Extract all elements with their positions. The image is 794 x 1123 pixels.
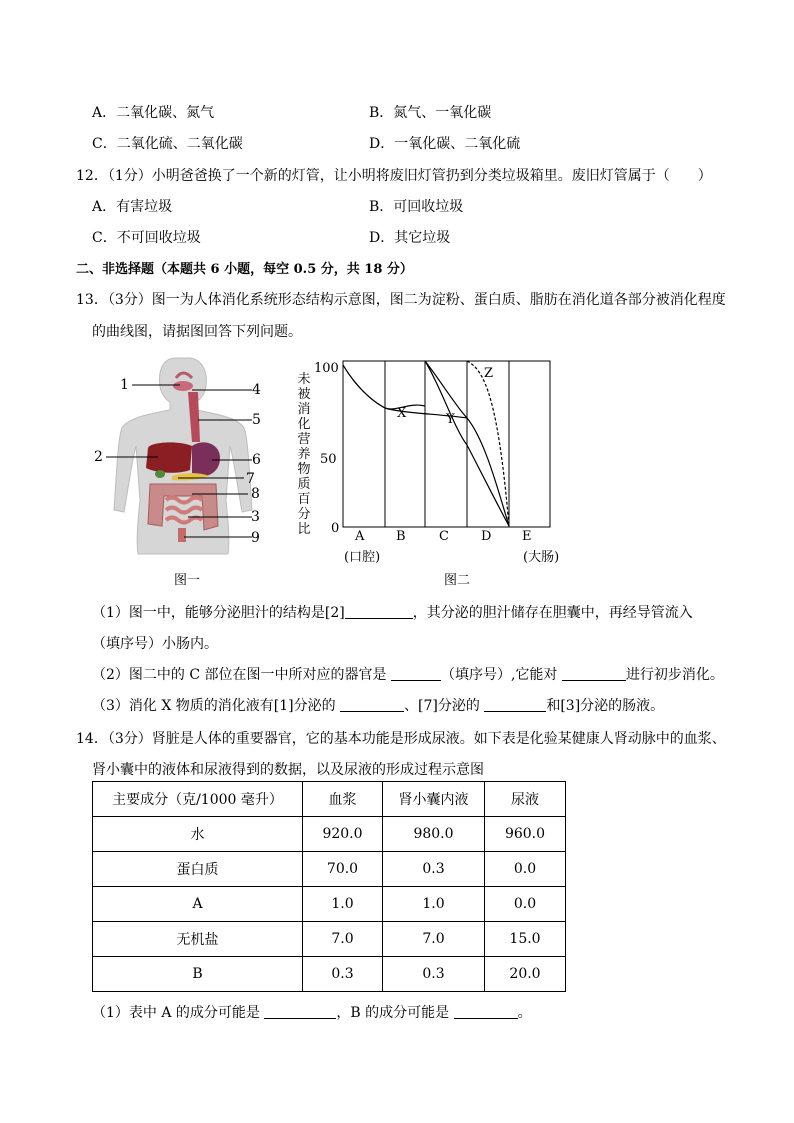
- q14-part1: [92, 1002, 532, 1022]
- q11-option-d: D．一氧化碳、二氧化硫: [369, 136, 521, 152]
- table-row: [93, 957, 566, 992]
- curve-x: [343, 365, 425, 409]
- fig1-label-8: 8: [251, 486, 260, 502]
- q12-option-c: C．不可回收垃圾: [92, 230, 201, 246]
- table-row: [93, 817, 566, 852]
- fig2-xtick-a: A: [355, 529, 365, 544]
- table-row: [93, 852, 566, 887]
- table-cell: 0.3: [383, 852, 485, 887]
- q11-option-c: C．二氧化硫、二氧化碳: [92, 136, 243, 152]
- figure1-digestive-system: [88, 350, 278, 560]
- fig2-ytick-50: 50: [320, 452, 337, 467]
- fig1-label-5: 5: [252, 412, 261, 428]
- section-heading: 二、非选择题（本题共 6 小题，每空 0.5 分，共 18 分）: [76, 262, 413, 277]
- table-header-row: [93, 782, 566, 817]
- q13-p3-blank1[interactable]: [340, 697, 404, 712]
- q14-p1-blank2[interactable]: [454, 1004, 518, 1019]
- curve-y-start: [425, 361, 467, 418]
- fig2-ytick-100: 100: [314, 361, 339, 376]
- fig2-xsub-mouth: (口腔): [344, 550, 381, 565]
- q13-p2-text-c: 进行初步消化。: [625, 667, 724, 683]
- curve-z: [467, 361, 509, 526]
- q13-part3: [92, 695, 664, 715]
- table-cell: 1.0: [383, 887, 485, 922]
- table-cell: 0.3: [303, 957, 383, 992]
- fig2-ylabel: 未被消化营养物质百分比: [297, 372, 311, 537]
- fig1-label-6: 6: [252, 452, 261, 468]
- table-header: 肾小囊内液: [383, 782, 485, 817]
- q14-p1-blank1[interactable]: [264, 1004, 336, 1019]
- q12-stem: 12．（1分）小明爸爸换了一个新的灯管，让小明将废旧灯管扔到分类垃圾箱里。废旧灯管属于（ ）: [76, 168, 712, 184]
- fig2-curve-x-label: X: [397, 406, 407, 421]
- table-cell: 980.0: [383, 817, 485, 852]
- q13-p1-text-b: ，其分泌的胆汁储存在胆囊中，再经导管流入: [412, 605, 693, 621]
- q11-option-b: B．氮气、一氧化碳: [369, 105, 492, 121]
- table-header: 血浆: [303, 782, 383, 817]
- table-cell: A: [93, 887, 303, 922]
- q13-part1-line1: [92, 602, 693, 622]
- q14-p1-text-a: （1）表中 A 的成分可能是: [92, 1005, 265, 1021]
- fig2-xtick-b: B: [396, 529, 406, 544]
- q13-p3-text-c: 和[3]分泌的肠液。: [546, 698, 665, 714]
- figure2-caption: 图二: [444, 573, 471, 588]
- q12-option-a: A．有害垃圾: [92, 199, 173, 215]
- fig2-curve-z-label: Z: [484, 366, 494, 381]
- q13-stem-line1: 13．（3分）图一为人体消化系统形态结构示意图，图二为淀粉、蛋白质、脂肪在消化道各部分被消化程度: [76, 292, 726, 308]
- fig1-label-3: 3: [251, 509, 260, 525]
- curve-y: [343, 365, 509, 526]
- q13-p3-text-a: （3）消化 X 物质的消化液有[1]分泌的: [92, 698, 341, 714]
- q14-stem-line1: 14．（3分）肾脏是人体的重要器官，它的基本功能是形成尿液。如下表是化验某健康人肾动脉中的血浆、: [76, 731, 726, 747]
- q12-option-b: B．可回收垃圾: [369, 199, 464, 215]
- q13-p2-blank1[interactable]: [391, 666, 441, 681]
- kidney-data-table: [92, 781, 566, 992]
- table-row: [93, 887, 566, 922]
- q13-p3-text-b: 、[7]分泌的: [404, 698, 485, 714]
- table-cell: 水: [93, 817, 303, 852]
- q14-stem-line2: 肾小囊中的液体和尿液得到的数据，以及尿液的形成过程示意图: [92, 762, 484, 778]
- q13-p2-text-a: （2）图二中的 C 部位在图一中所对应的器官是: [92, 667, 391, 683]
- figure1-caption: 图一: [174, 573, 201, 588]
- q13-p2-blank2[interactable]: [562, 666, 626, 681]
- table-cell: 920.0: [303, 817, 383, 852]
- table-cell: 7.0: [383, 922, 485, 957]
- q13-part1-line2: （填序号）小肠内。: [92, 636, 218, 652]
- table-cell: 蛋白质: [93, 852, 303, 887]
- table-cell: 70.0: [303, 852, 383, 887]
- table-cell: 960.0: [485, 817, 566, 852]
- q13-stem-line2: 的曲线图，请据图回答下列问题。: [92, 324, 302, 340]
- fig1-label-4: 4: [252, 382, 261, 398]
- table-cell: 无机盐: [93, 922, 303, 957]
- table-cell: 15.0: [485, 922, 566, 957]
- q13-p2-text-b: （填序号）,它能对: [440, 667, 562, 683]
- table-header: 主要成分（克/1000 毫升）: [93, 782, 303, 817]
- q13-p1-blank1[interactable]: [345, 604, 413, 619]
- q14-p1-text-b: ，B 的成分可能是: [336, 1005, 454, 1021]
- fig1-label-2: 2: [94, 449, 103, 465]
- fig2-xsub-large-intestine: (大肠): [523, 550, 560, 565]
- q12-option-d: D．其它垃圾: [369, 230, 451, 246]
- table-cell: 7.0: [303, 922, 383, 957]
- fig1-label-1: 1: [120, 377, 129, 393]
- figure2-chart: [340, 360, 555, 530]
- q14-p1-text-c: 。: [517, 1005, 532, 1021]
- q13-p1-text-a: （1）图一中，能够分泌胆汁的结构是[2]: [92, 605, 345, 621]
- fig2-curve-y-label: Y: [446, 412, 455, 427]
- table-cell: 0.3: [383, 957, 485, 992]
- table-row: [93, 922, 566, 957]
- table-cell: 0.0: [485, 887, 566, 922]
- table-cell: 1.0: [303, 887, 383, 922]
- table-cell: 20.0: [485, 957, 566, 992]
- q13-part2: [92, 664, 724, 684]
- fig2-xtick-e: E: [522, 529, 532, 544]
- q11-option-a: A．二氧化碳、氮气: [92, 105, 215, 121]
- table-header: 尿液: [485, 782, 566, 817]
- fig2-xtick-d: D: [481, 529, 492, 544]
- fig1-label-7: 7: [246, 471, 255, 487]
- table-cell: B: [93, 957, 303, 992]
- table-cell: 0.0: [485, 852, 566, 887]
- fig1-label-9: 9: [251, 530, 260, 546]
- q13-p3-blank2[interactable]: [484, 697, 546, 712]
- fig2-xtick-c: C: [439, 529, 449, 544]
- fig2-ytick-0: 0: [331, 521, 340, 536]
